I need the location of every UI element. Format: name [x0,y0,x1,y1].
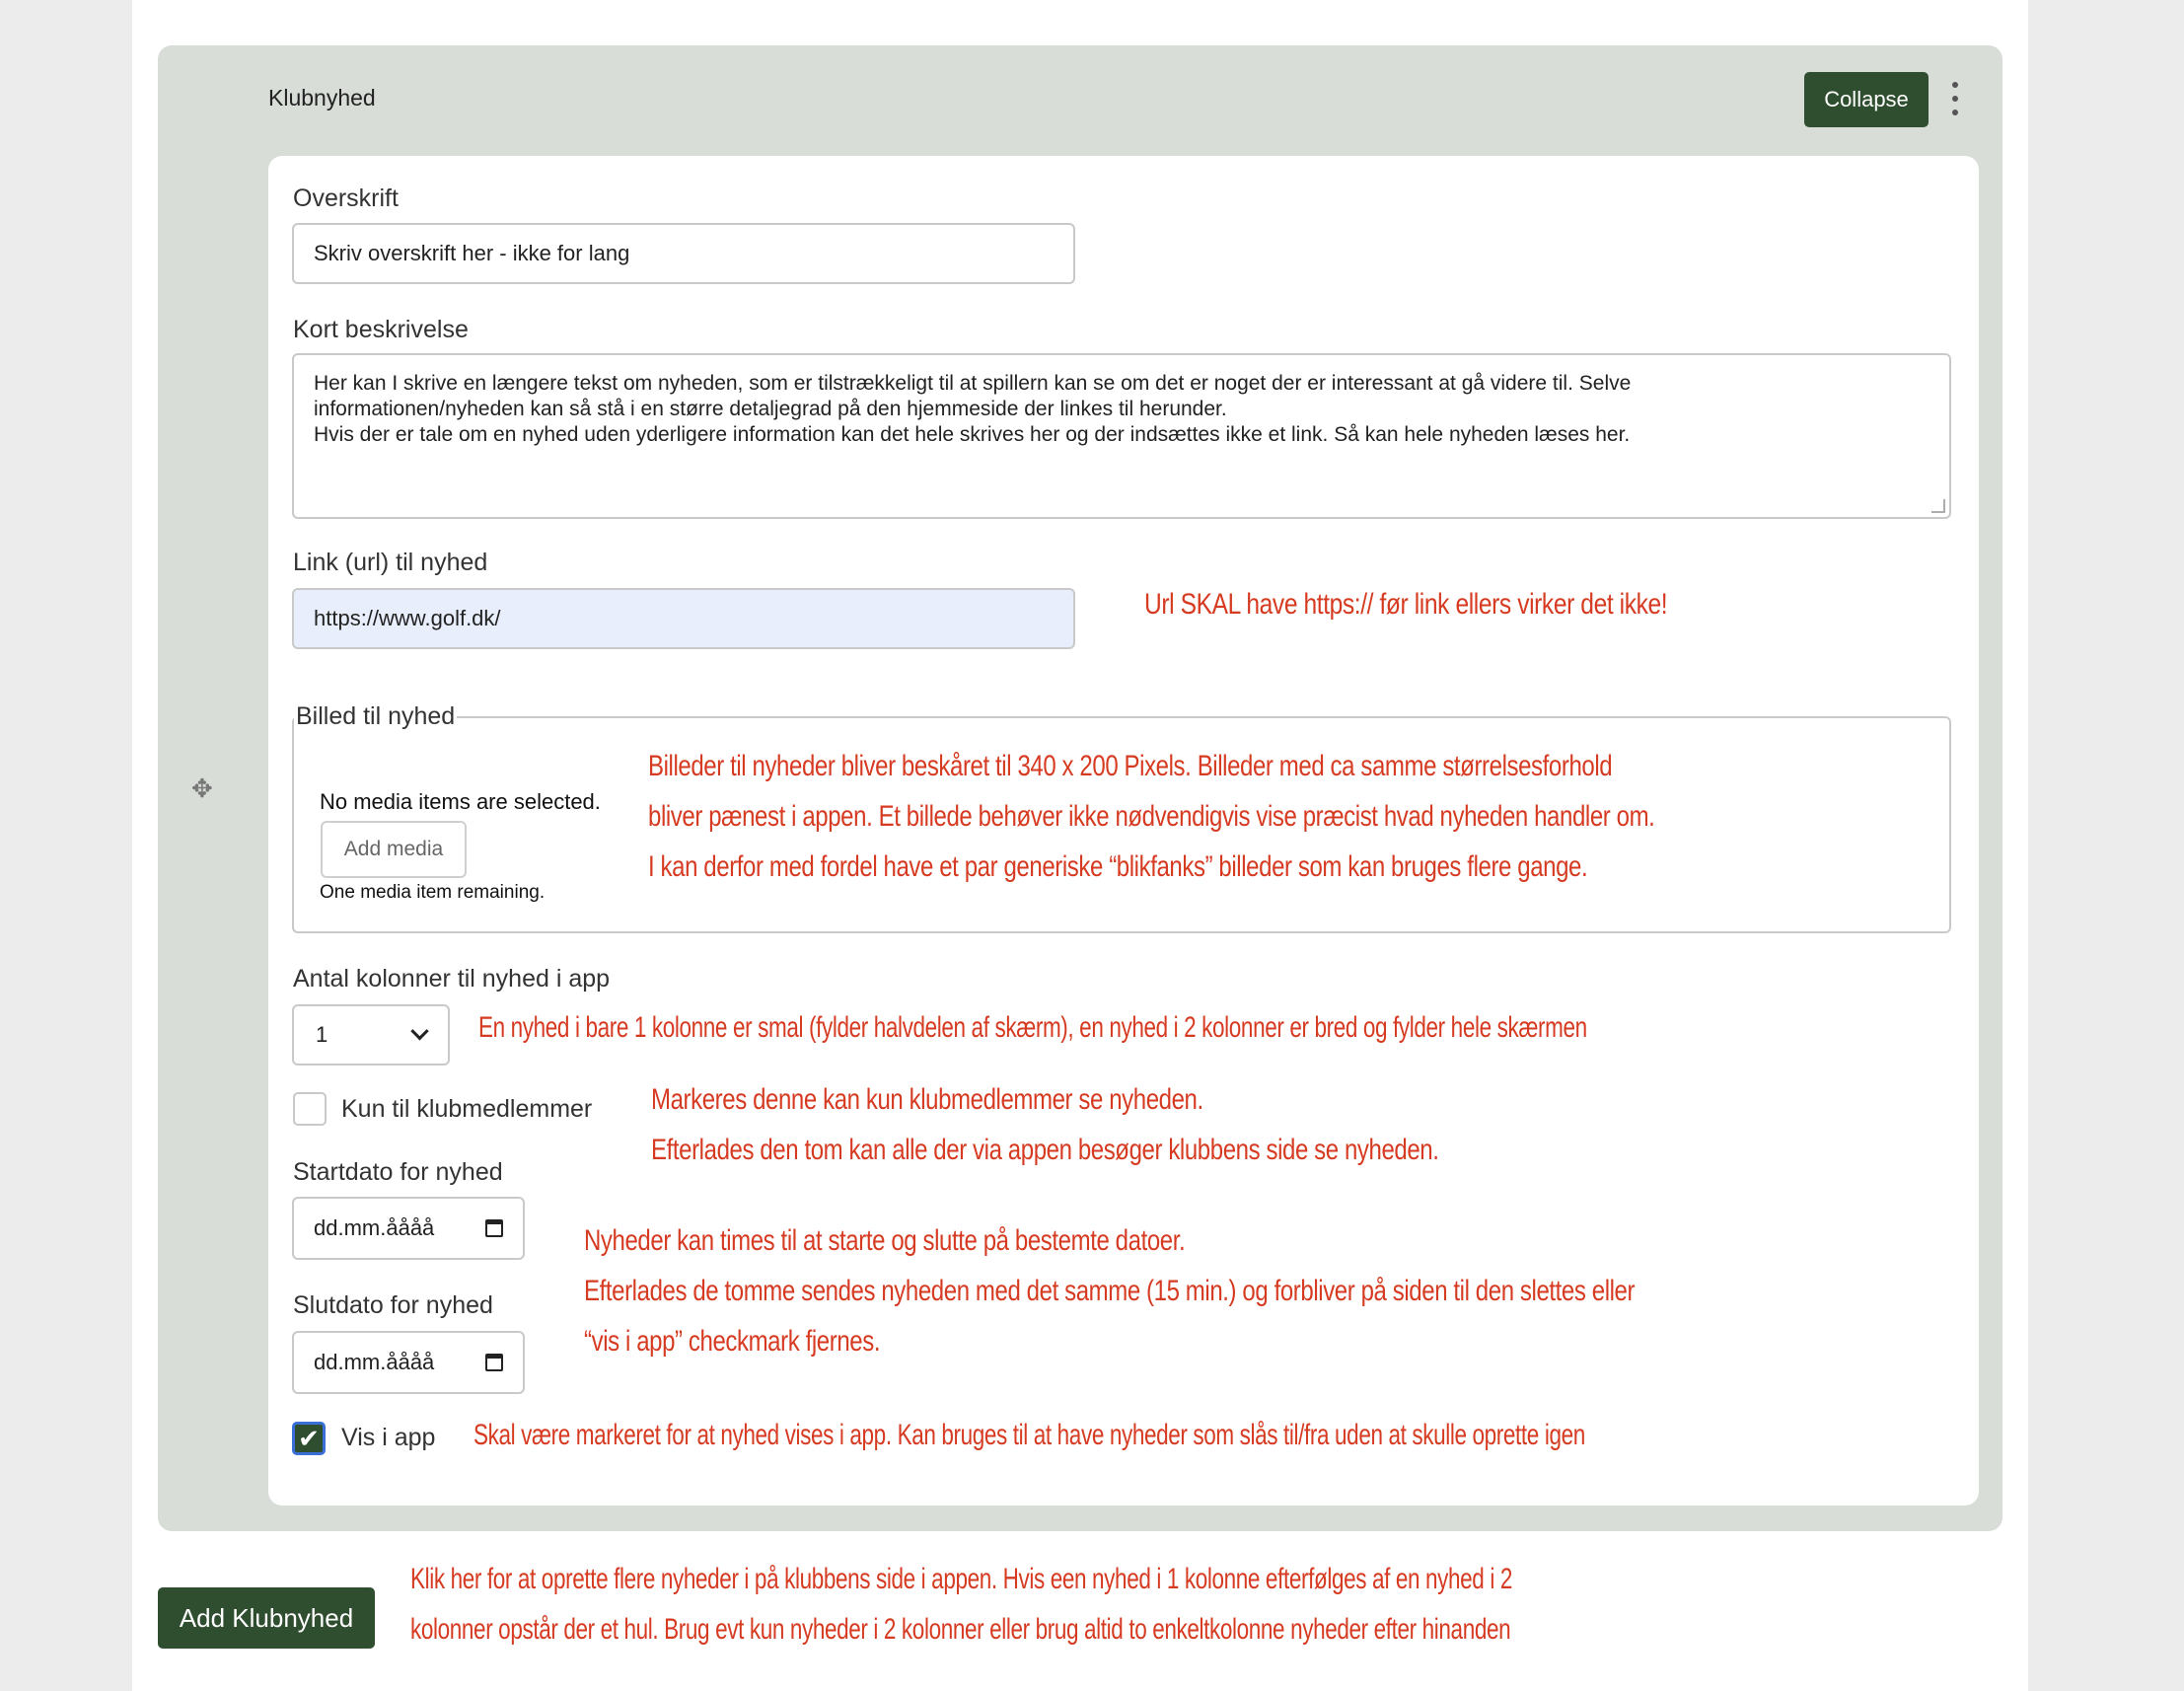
collapse-button[interactable]: Collapse [1804,72,1929,127]
annotation-url: Url SKAL have https:// før link ellers virker det ikke! [1144,588,1668,621]
add-media-button[interactable]: Add media [321,821,467,878]
annotation-dates-line-1: Nyheder kan times til at starte og slutte på bestemte datoer. [584,1224,1186,1257]
annotation-image-line-3: I kan derfor med fordel have et par generiske “blikfanks” billeder som kan bruges flere gange. [648,850,1588,883]
annotation-columns: En nyhed i bare 1 kolonne er smal (fylder halvdelen af skærm), en nyhed i 2 kolonner er bred og fylder hele skærmen [478,1011,1587,1044]
description-label: Kort beskrivelse [293,316,469,343]
image-legend: Billed til nyhed [296,702,456,730]
chevron-down-icon [410,1022,428,1040]
annotation-members-line-2: Efterlades den tom kan alle der via appen besøger klubbens side se nyheden. [651,1134,1439,1166]
end-date-input[interactable] [292,1331,525,1394]
annotation-members-line-1: Markeres denne kan kun klubmedlemmer se nyheden. [651,1083,1203,1116]
more-options-icon[interactable] [1947,82,1963,115]
annotation-show-in-app: Skal være markeret for at nyhed vises i app. Kan bruges til at have nyheder som slås til/fra uden at skulle oprette igen [473,1419,1585,1451]
checkmark-icon: ✔ [298,1423,320,1453]
annotation-dates-line-2: Efterlades de tomme sendes nyheden med det samme (15 min.) og forbliver på siden til den slettes eller [584,1275,1636,1307]
end-date-label: Slutdato for nyhed [293,1291,493,1319]
calendar-icon[interactable] [485,1219,503,1237]
annotation-image-line-2: bliver pænest i appen. Et billede behøver ikke nødvendigvis vise præcist hvad nyheden handler om. [648,800,1655,833]
annotation-dates-line-3: “vis i app” checkmark fjernes. [584,1325,881,1358]
resize-handle-icon[interactable] [1931,499,1945,513]
start-date-placeholder: dd.mm.åååå [314,1215,435,1240]
members-only-label: Kun til klubmedlemmer [341,1095,593,1123]
media-remaining-text: One media item remaining. [320,882,546,903]
columns-select[interactable] [292,1004,450,1066]
start-date-label: Startdato for nyhed [293,1158,503,1186]
show-in-app-checkbox[interactable] [292,1422,326,1455]
add-klubnyhed-button[interactable]: Add Klubnyhed [158,1587,375,1649]
calendar-icon[interactable] [485,1354,503,1371]
start-date-input[interactable] [292,1197,525,1260]
link-input[interactable]: https://www.golf.dk/ [292,588,1075,649]
no-media-text: No media items are selected. [320,789,601,814]
headline-label: Overskrift [293,184,399,212]
headline-input[interactable]: Skriv overskrift her - ikke for lang [292,223,1075,284]
link-label: Link (url) til nyhed [293,549,488,576]
end-date-placeholder: dd.mm.åååå [314,1350,435,1374]
description-textarea[interactable] [292,353,1951,519]
card-title: Klubnyhed [268,85,376,110]
annotation-add-line-1: Klik her for at oprette flere nyheder i på klubbens side i appen. Hvis een nyhed i 1 kolonne efterfølges af en nyhed i 2 [410,1563,1512,1595]
drag-handle-icon[interactable]: ✥ [191,773,213,803]
columns-selected-value: 1 [316,1022,328,1047]
members-only-checkbox[interactable] [293,1092,327,1126]
annotation-image-line-1: Billeder til nyheder bliver beskåret til 340 x 200 Pixels. Billeder med ca samme størrelsesforhold [648,750,1613,782]
show-in-app-label: Vis i app [341,1424,436,1451]
columns-label: Antal kolonner til nyhed i app [293,965,611,993]
annotation-add-line-2: kolonner opstår der et hul. Brug evt kun nyheder i 2 kolonner eller brug altid to enkeltkolonne nyheder efter hinanden [410,1613,1511,1646]
description-text: Her kan I skrive en længere tekst om nyheden, som er tilstrækkeligt til at spillern kan se om det er noget der er interessant at gå videre til. Selve informationen/nyheden kan så stå i en større detaljegrad på den hjemmeside der linkes til herunder. Hvis der er tale om en nyhed uden yderligere information kan det hele skrives her og der indsættes ikke et link. Så kan hele nyheden læses her. [314,372,1632,446]
